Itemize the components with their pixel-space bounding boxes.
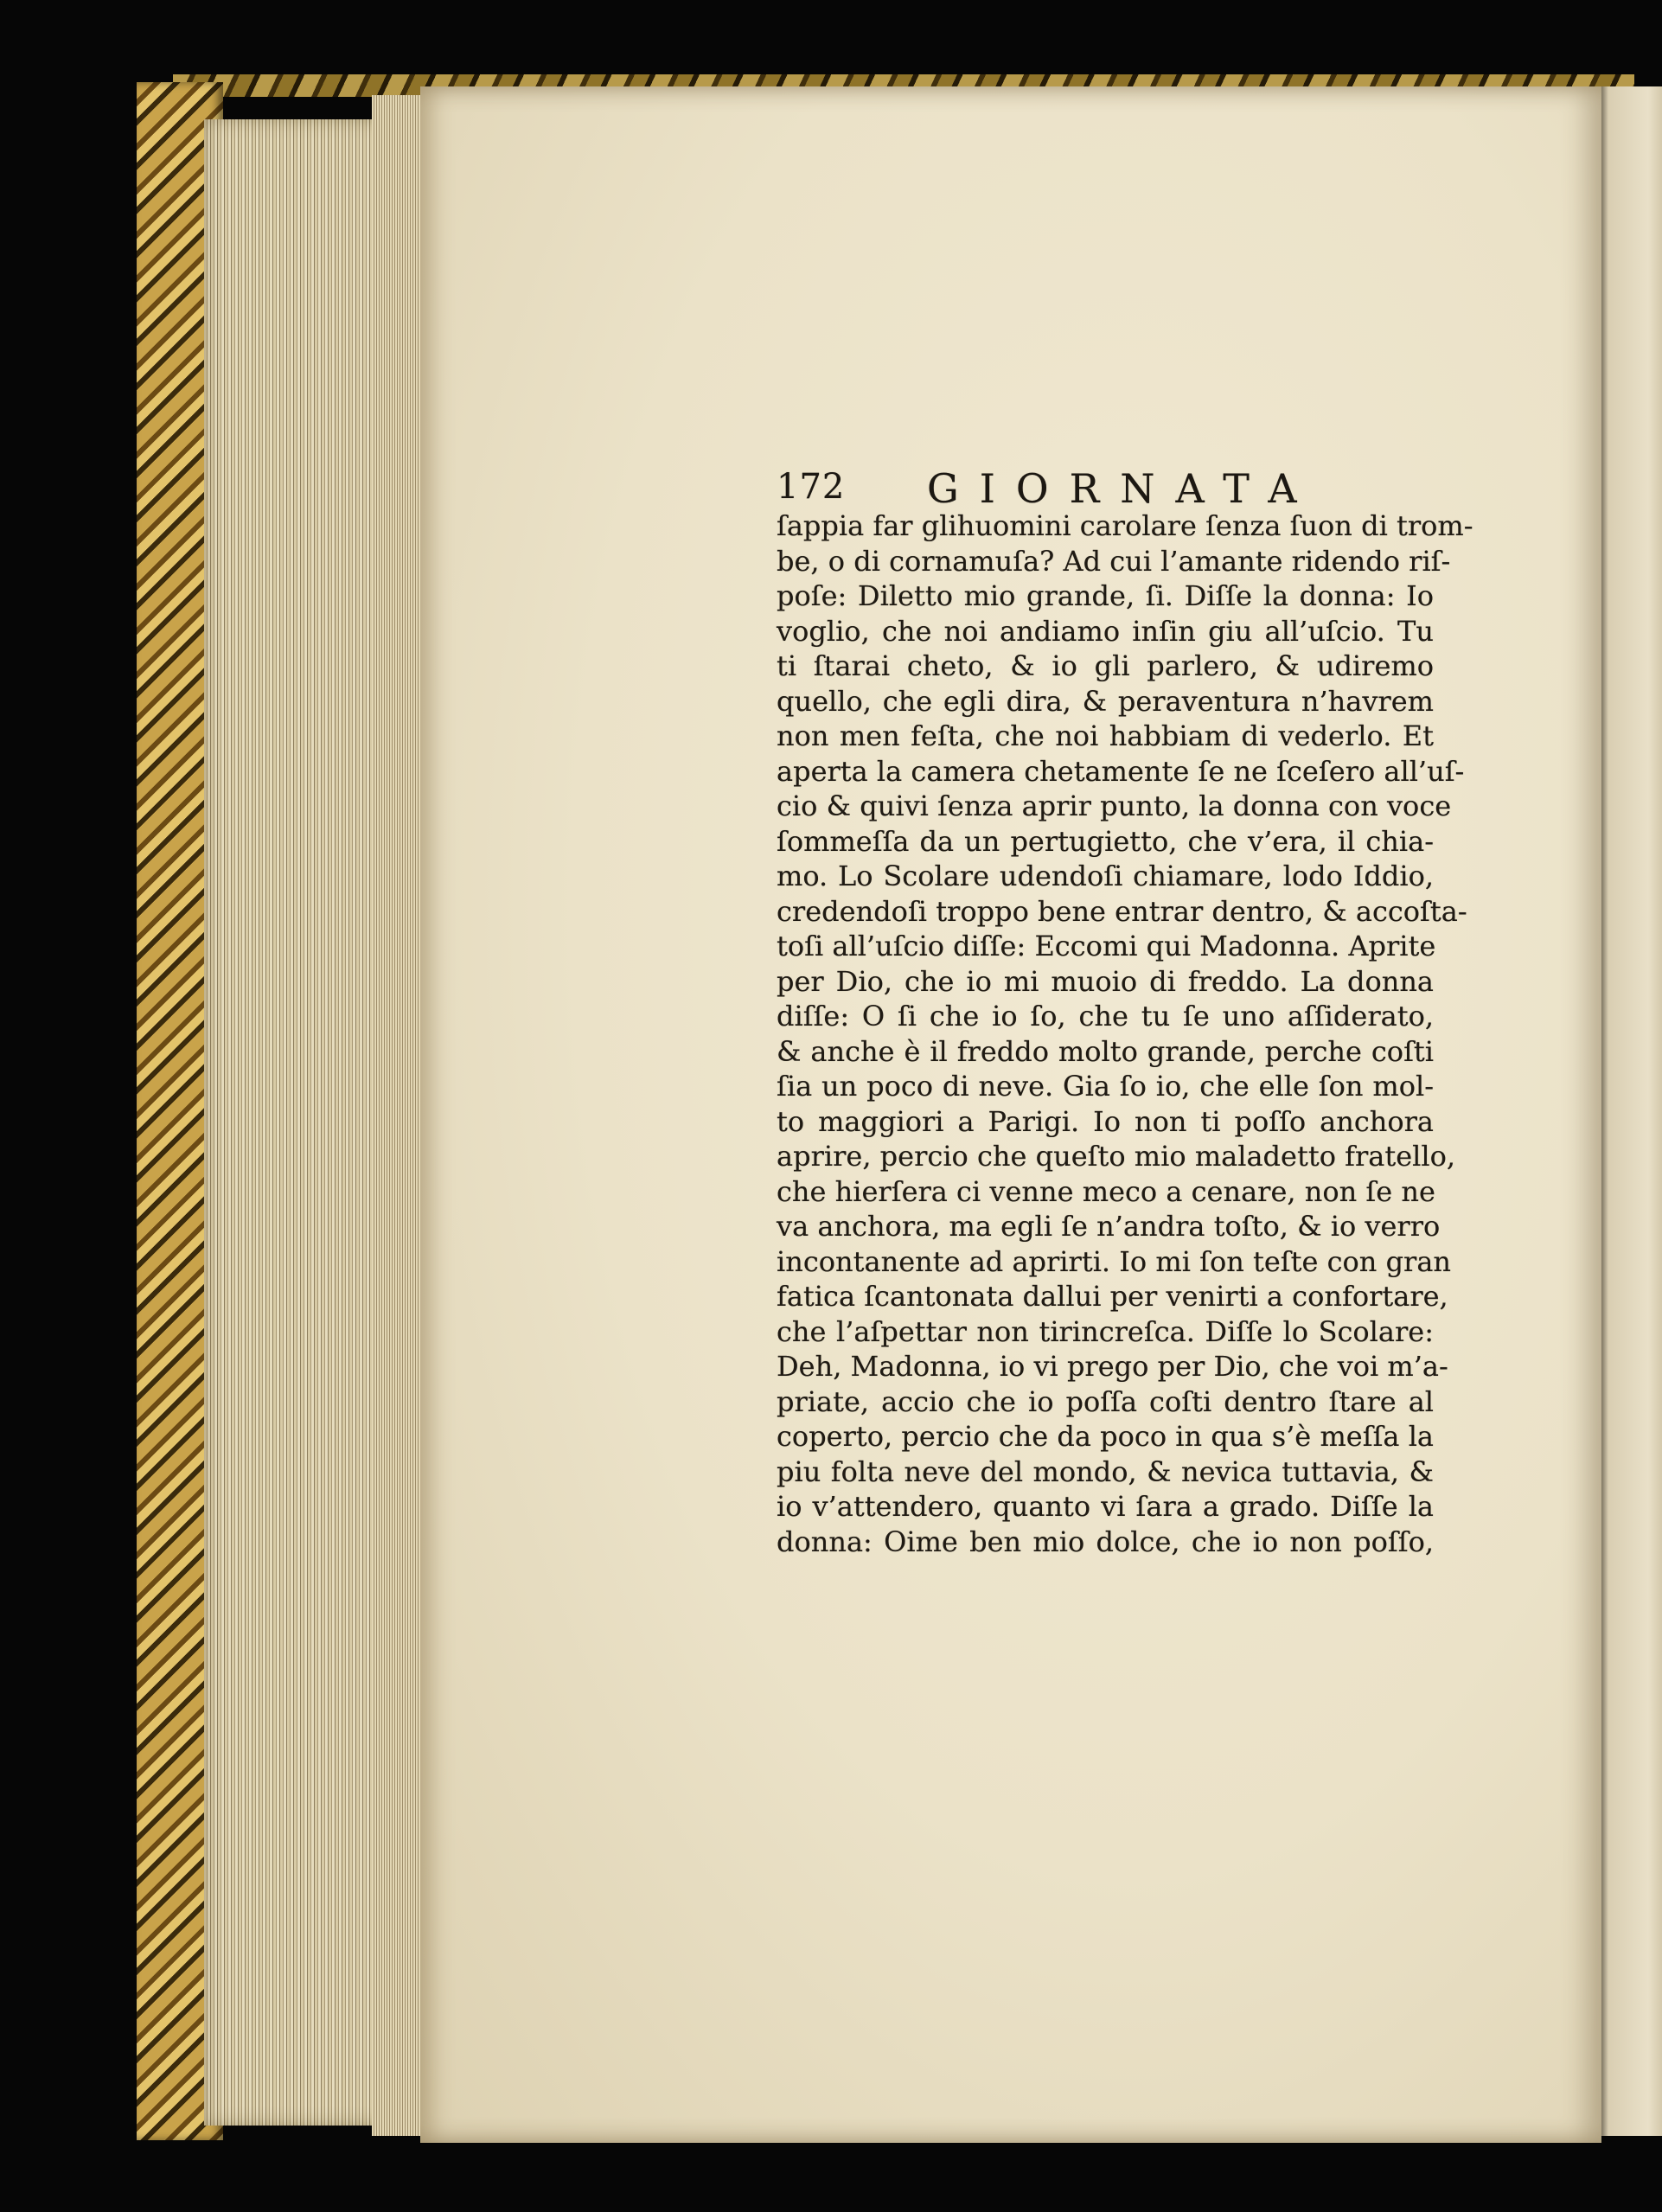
text-line: Deh, Madonna, io vi prego per Dio, che voi m’a-: [777, 1350, 1448, 1383]
text-line: che hierſera ci venne meco a cenare, non ſe ne: [777, 1174, 1435, 1208]
running-head: GIORNATA: [927, 465, 1318, 512]
text-line: piu folta neve del mondo, & nevica tuttavia, &: [777, 1454, 1434, 1488]
text-line: mo. Lo Scolare udendoſi chiamare, lodo Iddio,: [777, 860, 1434, 892]
text-line: coperto, percio che da poco in qua s’è meſſa la: [777, 1420, 1434, 1453]
text-line: voglio, che noi andiamo inſin giu all’uſcio. Tu: [777, 614, 1434, 648]
text-line: per Dio, che io mi muoio di freddo. La donna: [777, 964, 1434, 998]
text-line: poſe: Diletto mio grande, ſi. Diſſe la donna: Io: [777, 579, 1434, 612]
facing-page-edge: [1596, 86, 1662, 2136]
text-line: donna: Oime ben mio dolce, che io non poſſo,: [777, 1525, 1434, 1558]
text-line: toſi all’uſcio diſſe: Eccomi qui Madonna. Aprite: [777, 930, 1436, 962]
text-line: diſſe: O ſi che io ſo, che tu ſe uno aſſiderato,: [777, 1000, 1434, 1032]
text-line: ſia un poco di neve. Gia ſo io, che elle ſon mol-: [777, 1070, 1434, 1103]
text-line: io v’attendero, quanto vi ſara a grado. Diſſe la: [777, 1490, 1434, 1523]
text-line: to maggiori a Parigi. Io non ti poſſo anchora: [777, 1104, 1434, 1138]
text-line: va anchora, ma egli ſe n’andra toſto, & io verro: [777, 1210, 1441, 1243]
text-line: credendoſi troppo bene entrar dentro, & accoſta-: [777, 894, 1467, 928]
book-page: [420, 86, 1601, 2143]
text-line: che l’aſpettar non tirincreſca. Diſſe lo Scolare:: [777, 1314, 1434, 1348]
text-line: non men feſta, che noi habbiam di vederlo. Et: [777, 719, 1434, 752]
text-line: be, o di cornamuſa? Ad cui l’amante ridendo riſ-: [777, 544, 1451, 578]
text-line: aperta la camera chetamente ſe ne ſceſero all’uſ-: [777, 754, 1465, 788]
body-text: [777, 508, 1473, 1559]
text-line: quello, che egli dira, & peraventura n’havrem: [777, 684, 1434, 718]
text-line: ti ſtarai cheto, & io gli parlero, & udiremo: [777, 649, 1434, 682]
page-fore-edges-inner: [372, 95, 424, 2136]
text-line: ſommeſſa da un pertugietto, che v’era, il chia-: [777, 824, 1434, 858]
page-number: 172: [777, 467, 846, 507]
text-line: & anche è il freddo molto grande, perche coſti: [777, 1034, 1434, 1068]
text-line: incontanente ad aprirti. Io mi ſon teſte con gran: [777, 1244, 1452, 1278]
text-line: fatica ſcantonata dallui per venirti a confortare,: [777, 1280, 1448, 1313]
text-line: priate, accio che io poſſa coſti dentro ſtare al: [777, 1384, 1434, 1418]
text-line: cio & quivi ſenza aprir punto, la donna con voce: [777, 790, 1452, 822]
text-line: aprire, percio che queſto mio maladetto fratello,: [777, 1140, 1456, 1173]
text-line: ſappia far glihuomini carolare ſenza ſuon di trom-: [777, 509, 1473, 542]
